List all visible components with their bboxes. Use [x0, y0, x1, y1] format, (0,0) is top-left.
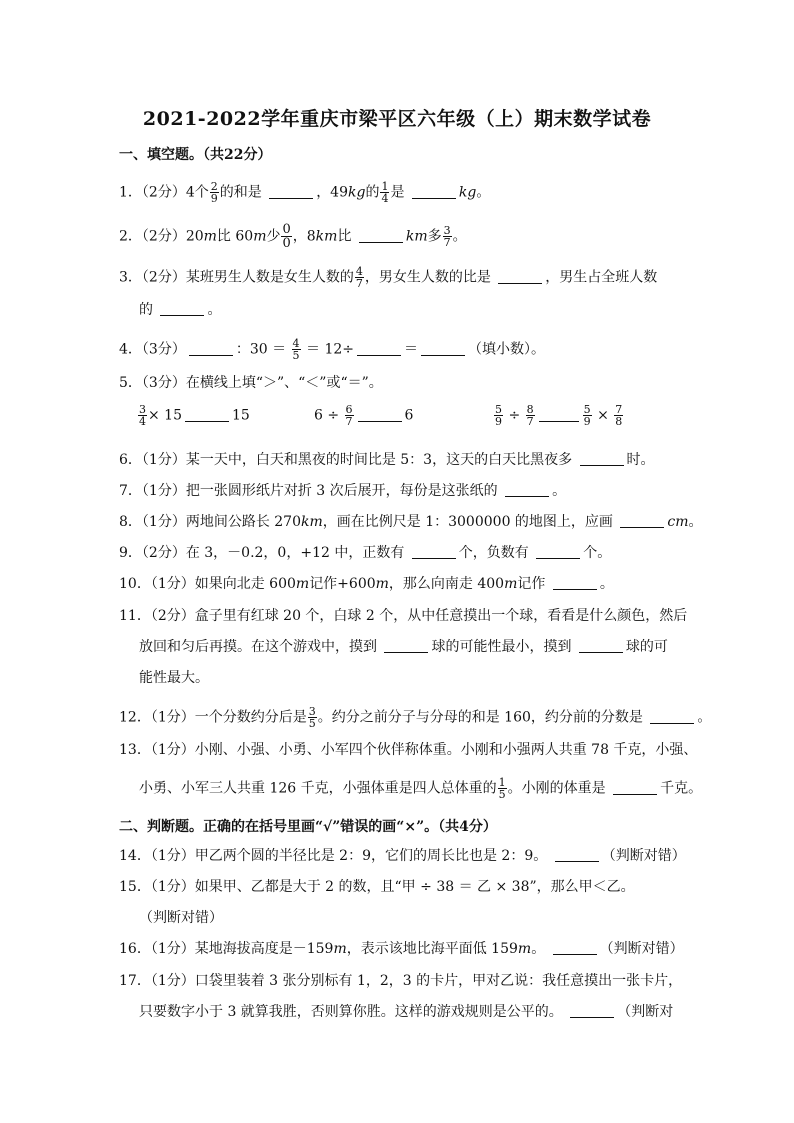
question-3-cont: 的 。 [139, 302, 222, 318]
answer-blank[interactable] [505, 483, 549, 497]
answer-blank[interactable] [570, 1004, 614, 1018]
question-13: 13．（1分）小刚、小强、小勇、小军四个伙伴称体重。小刚和小强两人共重 78 千克，小强、 [119, 742, 698, 758]
fraction: $\frac{7}{8}$ [615, 403, 623, 428]
answer-blank[interactable] [269, 185, 313, 199]
answer-blank[interactable] [620, 514, 664, 528]
question-7: 7．（1分）把一张圆形纸片对折 3 次后展开，每份是这张纸的 。 [119, 483, 567, 499]
question-12: 12．（1分）一个分数约分后是 $\frac{3}{5}$ 。约分之前分子与分母的和是 160，约分前的分数是 。 [119, 705, 712, 730]
question-11-line-2: 放回和匀后再摸。在这个游戏中，摸到 球的可能性最小，摸到 球的可 [139, 639, 668, 655]
question-11-line-3: 能性最大。 [139, 670, 209, 686]
question-4: 4．（3分） ：30 ＝ $\frac{4}{5}$ ＝ 12÷ ＝ （填小数）。 [119, 337, 545, 362]
fraction: $\frac{0}{0}$ [282, 222, 291, 251]
fraction: $\frac{4}{5}$ [292, 337, 300, 362]
fraction: $\frac{3}{7}$ [443, 224, 451, 249]
answer-blank[interactable] [421, 342, 465, 356]
page-title: 2021-2022学年重庆市梁平区六年级（上）期末数学试卷 [142, 108, 652, 130]
answer-blank[interactable] [555, 848, 599, 862]
answer-blank[interactable] [357, 342, 401, 356]
answer-blank[interactable] [553, 576, 597, 590]
question-2: 2．（2分）20m比 60m少 $\frac{0}{0}$ ，8km比 km多 $\frac{3}{7}$ 。 [119, 222, 467, 251]
fraction: $\frac{1}{5}$ [498, 776, 506, 801]
question-15-line-2: （判断对错） [139, 910, 223, 926]
question-16: 16．（1分）某地海拔高度是－159m，表示该地比海平面低 159m。 （判断对错） [119, 941, 684, 957]
question-8: 8．（1分）两地间公路长 270km，画在比例尺是 1：3000000 的地图上，应画 cm。 [119, 514, 703, 530]
fraction: $\frac{5}{9}$ [495, 403, 502, 428]
answer-blank[interactable] [579, 639, 623, 653]
answer-blank[interactable] [412, 185, 456, 199]
question-5: 5．（3分）在横线上填“＞”、“＜”或“＝”。 [119, 375, 383, 391]
question-11: 11．（2分）盒子里有红球 20 个，白球 2 个，从中任意摸出一个球，看看是什么颜色，然后 [119, 608, 688, 624]
answer-blank[interactable] [580, 452, 624, 466]
answer-blank[interactable] [359, 229, 403, 243]
fraction: $\frac{8}{7}$ [526, 403, 534, 428]
answer-blank[interactable] [358, 408, 402, 422]
answer-blank[interactable] [412, 545, 456, 559]
fraction: $\frac{6}{7}$ [345, 403, 353, 428]
question-15: 15．（1分）如果甲、乙都是大于 2 的数，且“甲 ÷ 38 ＝ 乙 × 38”，那么甲＜乙。 [119, 879, 635, 895]
section-fill-in-blanks: 一、填空题。（共22分） [119, 147, 272, 163]
answer-blank[interactable] [384, 639, 428, 653]
answer-blank[interactable] [553, 941, 597, 955]
answer-blank[interactable] [539, 408, 579, 422]
question-5-item-3: $\frac{5}{9}$ ÷ $\frac{8}{7}$ $\frac{5}{9}$ × $\frac{7}{8}$ [495, 403, 623, 428]
question-5-item-1: $\frac{3}{4}$ × 15 15 [139, 403, 250, 428]
question-3: 3．（2分）某班男生人数是女生人数的 $\frac{4}{7}$ ，男女生人数的比是 ，男生占全班人数 [119, 265, 658, 290]
question-14: 14．（1分）甲乙两个圆的半径比是 2：9，它们的周长比也是 2：9。 （判断对错） [119, 848, 686, 864]
answer-blank[interactable] [536, 545, 580, 559]
answer-blank[interactable] [650, 710, 694, 724]
answer-blank[interactable] [189, 342, 233, 356]
fraction: $\frac{2}{9}$ [210, 180, 218, 205]
question-5-item-2: 6 ÷ $\frac{6}{7}$ 6 [314, 403, 414, 428]
fraction: $\frac{1}{4}$ [381, 180, 389, 205]
answer-blank[interactable] [498, 270, 542, 284]
question-1: 1．（2分）4个 $\frac{2}{9}$ 的和是 ，49kg的 $\frac{1}{4}$ 是 kg。 [119, 180, 491, 205]
question-9: 9．（2分）在 3，－0.2，0，+12 中，正数有 个，负数有 个。 [119, 545, 612, 561]
fraction: $\frac{3}{5}$ [308, 705, 316, 730]
fraction: $\frac{4}{7}$ [355, 265, 363, 290]
question-6: 6．（1分）某一天中，白天和黑夜的时间比是 5：3，这天的白天比黑夜多 时。 [119, 452, 655, 468]
answer-blank[interactable] [613, 781, 657, 795]
answer-blank[interactable] [160, 302, 204, 316]
question-17-line-2: 只要数字小于 3 就算我胜，否则算你胜。这样的游戏规则是公平的。 （判断对 [139, 1004, 674, 1020]
fraction: $\frac{3}{4}$ [139, 403, 146, 428]
question-10: 10．（1分）如果向北走 600m记作+600m，那么向南走 400m记作 。 [119, 576, 614, 592]
section-true-false: 二、判断题。正确的在括号里画“√”错误的画“×”。（共4分） [119, 819, 497, 835]
answer-blank[interactable] [185, 408, 229, 422]
question-13-line-2: 小勇、小军三人共重 126 千克，小强体重是四人总体重的 $\frac{1}{5}$ 。小刚的体重是 千克。 [139, 776, 703, 801]
fraction: $\frac{5}{9}$ [583, 403, 591, 428]
question-17: 17．（1分）口袋里装着 3 张分别标有 1，2，3 的卡片，甲对乙说：我任意摸出一张卡片， [119, 973, 683, 989]
